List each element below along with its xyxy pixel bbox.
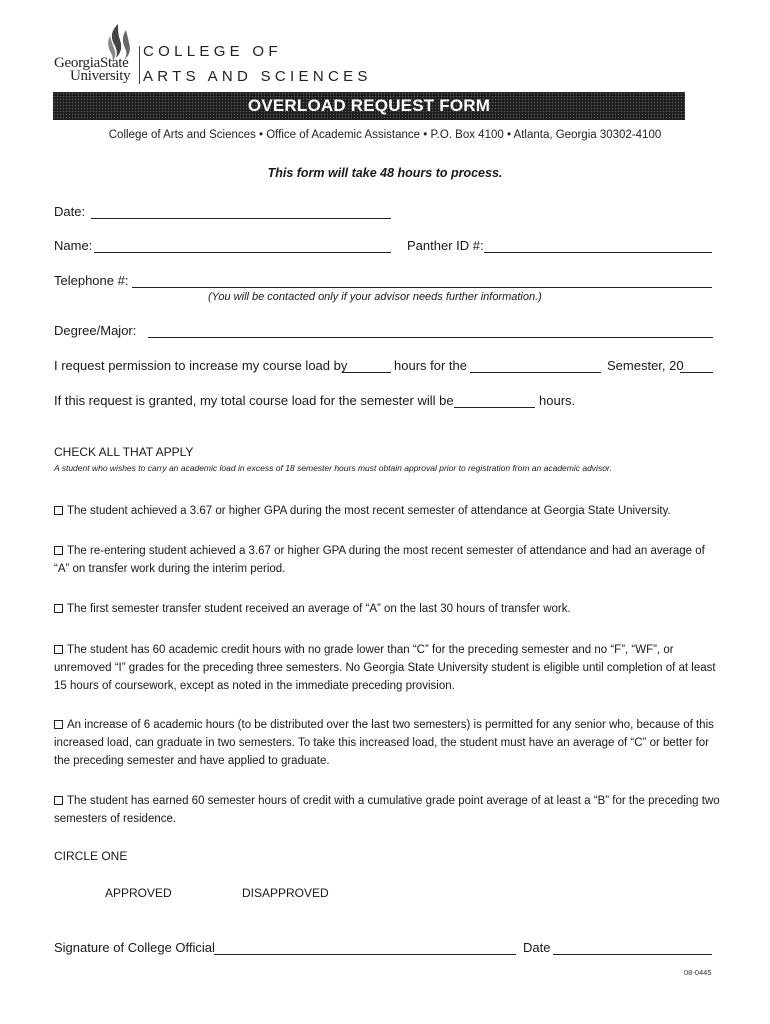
criterion-text: The re-entering student achieved a 3.67 or higher GPA during the most recent semester of attendance and had an average of “A” on transfer work during the interim period.	[54, 545, 705, 575]
degree-major-label: Degree/Major:	[54, 323, 137, 338]
college-name-line2: ARTS AND SCIENCES	[143, 68, 372, 85]
date-field[interactable]	[91, 218, 391, 219]
check-all-heading: CHECK ALL THAT APPLY	[54, 445, 194, 459]
checkbox-criterion-2[interactable]	[54, 546, 63, 555]
request-text-part2: hours for the	[394, 358, 467, 373]
telephone-label: Telephone #:	[54, 273, 129, 288]
criterion-gpa-gsu	[54, 502, 722, 520]
approved-option[interactable]: APPROVED	[105, 886, 172, 900]
checkbox-criterion-6[interactable]	[54, 796, 63, 805]
telephone-note: (You will be contacted only if your advisor needs further information.)	[208, 291, 542, 303]
form-title: OVERLOAD REQUEST FORM	[247, 96, 491, 115]
telephone-field[interactable]	[132, 287, 712, 288]
criterion-60-credit-hours	[54, 641, 722, 695]
name-field[interactable]	[94, 252, 391, 253]
criterion-text: The student has 60 academic credit hours with no grade lower than “C” for the preceding semester and no “F”, “WF”, or unremoved “I” grades for the preceding three semesters. No Georgia State University student is eligible until completion of at least 15 hours of coursework, except as noted in the immediate preceding provision.	[54, 644, 716, 692]
disapproved-option[interactable]: DISAPPROVED	[242, 886, 329, 900]
total-hours-field[interactable]	[454, 407, 535, 408]
criterion-text: The student has earned 60 semester hours of credit with a cumulative grade point average of at least a “B” for the preceding two semesters of residence.	[54, 795, 720, 825]
college-name-line1: COLLEGE OF	[143, 43, 282, 60]
request-text-part1: I request permission to increase my course load by	[54, 358, 348, 373]
checkbox-criterion-4[interactable]	[54, 645, 63, 654]
checkbox-criterion-1[interactable]	[54, 506, 63, 515]
signature-date-label: Date	[523, 940, 551, 955]
panther-id-label: Panther ID #:	[407, 238, 484, 253]
signature-label: Signature of College Official	[54, 940, 215, 955]
university-logo-wordmark-line2: University	[70, 68, 131, 84]
date-label: Date:	[54, 204, 86, 219]
signature-field[interactable]	[214, 954, 516, 955]
criterion-text: The student achieved a 3.67 or higher GPA during the most recent semester of attendance at Georgia State University.	[67, 505, 671, 517]
criterion-senior-graduation	[54, 716, 722, 770]
total-load-text-part2: hours.	[539, 393, 576, 408]
checkbox-criterion-3[interactable]	[54, 604, 63, 613]
requested-hours-field[interactable]	[342, 372, 391, 373]
degree-major-field[interactable]	[148, 337, 713, 338]
form-title-bar	[53, 92, 685, 120]
year-field[interactable]	[680, 372, 713, 373]
name-label: Name:	[54, 238, 93, 253]
criterion-text: The first semester transfer student received an average of “A” on the last 30 hours of transfer work.	[67, 603, 571, 615]
signature-date-field[interactable]	[553, 954, 712, 955]
criterion-text: An increase of 6 academic hours (to be distributed over the last two semesters) is permitted for any senior who, because of this increased load, can graduate in two semesters. To take this increased load, the student must have an average of “C” or better for the preceding semester and have applied to graduate.	[54, 719, 714, 767]
criterion-reentering-student	[54, 542, 722, 578]
form-number: 08-0445	[684, 968, 712, 977]
logo-divider	[139, 46, 140, 84]
semester-field[interactable]	[470, 372, 601, 373]
checklist-note: A student who wishes to carry an academic load in excess of 18 semester hours must obtain approval prior to registration from an academic advisor.	[54, 463, 612, 473]
processing-notice: This form will take 48 hours to process.	[267, 166, 503, 180]
university-logo-wordmark-line1: GeorgiaState	[54, 55, 129, 71]
checkbox-criterion-5[interactable]	[54, 720, 63, 729]
criterion-transfer-student	[54, 600, 722, 618]
total-load-text-part1: If this request is granted, my total course load for the semester will be	[54, 393, 454, 408]
circle-one-heading: CIRCLE ONE	[54, 849, 128, 863]
panther-id-field[interactable]	[484, 252, 712, 253]
criterion-60-semester-hours-b-average	[54, 792, 722, 828]
request-text-part3: Semester, 20	[607, 358, 684, 373]
office-address: College of Arts and Sciences • Office of Academic Assistance • P.O. Box 4100 • Atlanta, Georgia 30302-4100	[108, 129, 662, 141]
